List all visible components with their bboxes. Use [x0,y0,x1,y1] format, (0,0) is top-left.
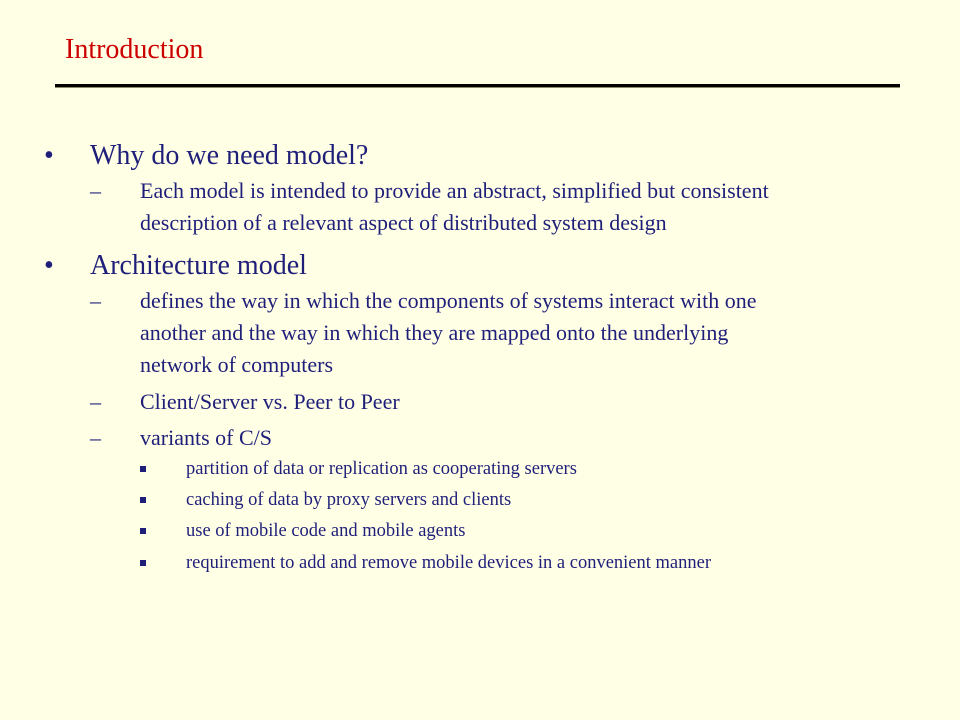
sub-bullet-text: network of computers [140,352,334,377]
sub-sub-bullet-text: requirement to add and remove mobile devices in a convenient manner [186,553,712,573]
dash-marker: – [90,389,101,414]
sub-sub-bullet-item [0,456,960,482]
sub-sub-bullet-item [0,487,960,513]
bullet-marker: • [44,140,54,171]
title-divider-thin [55,87,900,88]
sub-bullet-text: variants of C/S [140,425,272,450]
dash-marker: – [90,178,101,203]
sub-bullet-text: another and the way in which they are mapped onto the underlying [140,320,729,345]
square-bullet-icon [139,527,147,535]
slide-title: Introduction [65,34,204,65]
sub-sub-bullet-item [0,518,960,544]
sub-bullet-item [0,286,960,316]
sub-sub-bullet-text: caching of data by proxy servers and clients [186,490,512,510]
sub-bullet-continuation [0,318,960,348]
square-bullet-icon [139,559,147,567]
sub-bullet-text: description of a relevant aspect of distributed system design [140,210,667,235]
sub-bullet-text: defines the way in which the components of systems interact with one [140,288,757,313]
bullet-item [0,249,960,283]
sub-bullet-continuation [0,208,960,238]
square-bullet-icon [139,496,147,504]
title-divider [55,84,900,89]
dash-marker: – [90,425,101,450]
dash-marker: – [90,288,101,313]
sub-bullet-text: Each model is intended to provide an abstract, simplified but consistent [140,178,769,203]
sub-bullet-item [0,176,960,206]
bullet-item [0,139,960,173]
sub-sub-bullet-text: partition of data or replication as cooperating servers [186,459,577,479]
sub-sub-bullet-text: use of mobile code and mobile agents [186,521,466,541]
bullet-text: Architecture model [90,250,307,281]
sub-bullet-item [0,387,960,417]
sub-bullet-item [0,423,960,453]
bullet-marker: • [44,250,54,281]
sub-sub-bullet-item [0,550,960,576]
bullet-text: Why do we need model? [90,140,369,171]
sub-bullet-text: Client/Server vs. Peer to Peer [140,389,400,414]
square-bullet-icon [139,465,147,473]
sub-bullet-continuation [0,350,960,380]
